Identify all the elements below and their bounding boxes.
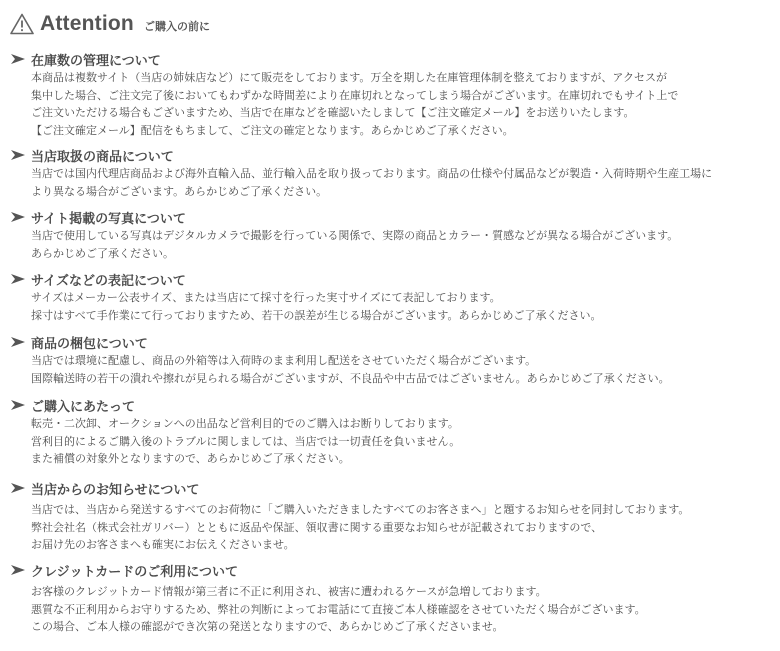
section-title: 当店からのお知らせについて <box>31 482 200 498</box>
attention-title: Attention <box>40 12 134 35</box>
attention-header <box>10 12 210 36</box>
arrow-right-icon <box>10 53 26 65</box>
section-text-line: 悪質な不正利用からお守りするため、弊社の判断によってお電話にて直接ご本人様確認をさせていただく場合がございます。 <box>31 602 646 616</box>
section-packaging <box>10 333 778 387</box>
arrow-right-icon <box>10 399 26 411</box>
section-purchase-terms <box>10 396 778 468</box>
section-text-line: 当店では、当店から発送するすべてのお荷物に「ご購入いただきましたすべてのお客さまへ」と題するお知らせを同封しております。 <box>31 503 690 516</box>
section-text-line: ご注文いただける場合もございますため、当店で在庫などを確認いたしまして【ご注文確定メール】をお送りいたします。 <box>31 106 635 120</box>
section-stock-management <box>10 50 778 139</box>
section-text-line: 国際輸送時の若干の潰れや擦れが見られる場合がございますが、不良品や中古品ではございません。あらかじめご了承ください。 <box>31 371 670 385</box>
section-text-line: より異なる場合がございます。あらかじめご了承ください。 <box>31 184 328 198</box>
arrow-right-icon <box>10 273 26 285</box>
section-title: 在庫数の管理について <box>31 53 161 69</box>
section-text-line: サイズはメーカー公表サイズ、または当店にて採寸を行った実寸サイズにて表記しております。 <box>31 291 501 304</box>
section-text-line: 本商品は複数サイト（当店の姉妹店など）にて販売をしております。万全を期した在庫管理体制を整えておりますが、アクセスが <box>31 71 668 84</box>
warning-triangle-icon <box>10 13 34 35</box>
section-size-notation <box>10 270 778 324</box>
section-credit-card <box>10 561 778 636</box>
section-site-photos <box>10 208 778 262</box>
section-title: サイズなどの表記について <box>31 273 186 289</box>
section-title: 商品の梱包について <box>31 336 148 352</box>
section-store-notices <box>10 479 778 554</box>
section-title: ご購入にあたって <box>31 399 136 415</box>
arrow-right-icon <box>10 564 26 576</box>
attention-subtitle: ご購入の前に <box>143 20 210 33</box>
section-text-line: 【ご注文確定メール】配信をもちまして、ご注文の確定となります。あらかじめご了承ください。 <box>31 123 514 137</box>
section-text-line: お届け先のお客さまへも確実にお伝えくださいませ。 <box>31 538 295 552</box>
section-text-line: 当店では国内代理店商品および海外直輸入品、並行輸入品を取り扱っております。商品の仕様や付属品などが製造・入荷時期や生産工場に <box>31 167 713 180</box>
section-products-handled <box>10 146 778 200</box>
arrow-right-icon <box>10 336 26 348</box>
section-text-line: 集中した場合、ご注文完了後においてもわずかな時間差により在庫切れとなってしまう場合がございます。在庫切れでもサイト上で <box>31 88 679 102</box>
section-text-line: 採寸はすべて手作業にて行っておりますため、若干の誤差が生じる場合がございます。あらかじめご了承ください。 <box>31 308 602 322</box>
section-text-line: あらかじめご了承ください。 <box>31 246 174 260</box>
section-text-line: この場合、ご本人様の確認ができ次第の発送となりますので、あらかじめご了承くださいませ。 <box>31 620 504 634</box>
section-title: サイト掲載の写真について <box>31 211 186 227</box>
section-text-line: 転売・二次卸、オークションへの出品など営利目的でのご購入はお断りしております。 <box>31 417 459 430</box>
arrow-right-icon <box>10 482 26 494</box>
section-title: クレジットカードのご利用について <box>31 564 239 580</box>
section-text-line: また補償の対象外となりますので、あらかじめご了承ください。 <box>31 452 350 466</box>
section-title: 当店取扱の商品について <box>31 149 174 165</box>
section-text-line: お客様のクレジットカード情報が第三者に不正に利用され、被害に遭われるケースが急増しております。 <box>31 585 547 598</box>
section-text-line: 営利目的によるご購入後のトラブルに関しましては、当店では一切責任を負いません。 <box>31 434 461 448</box>
section-text-line: 当店では環境に配慮し、商品の外箱等は入荷時のまま利用し配送をさせていただく場合がございます。 <box>31 354 537 367</box>
section-text-line: 弊社会社名（株式会社ガリバー）とともに返品や保証、領収書に関する重要なお知らせが記載されておりますので、 <box>31 520 603 534</box>
arrow-right-icon <box>10 211 26 223</box>
arrow-right-icon <box>10 149 26 161</box>
section-text-line: 当店で使用している写真はデジタルカメラで撮影を行っている関係で、実際の商品とカラー・質感などが異なる場合がございます。 <box>31 229 679 242</box>
